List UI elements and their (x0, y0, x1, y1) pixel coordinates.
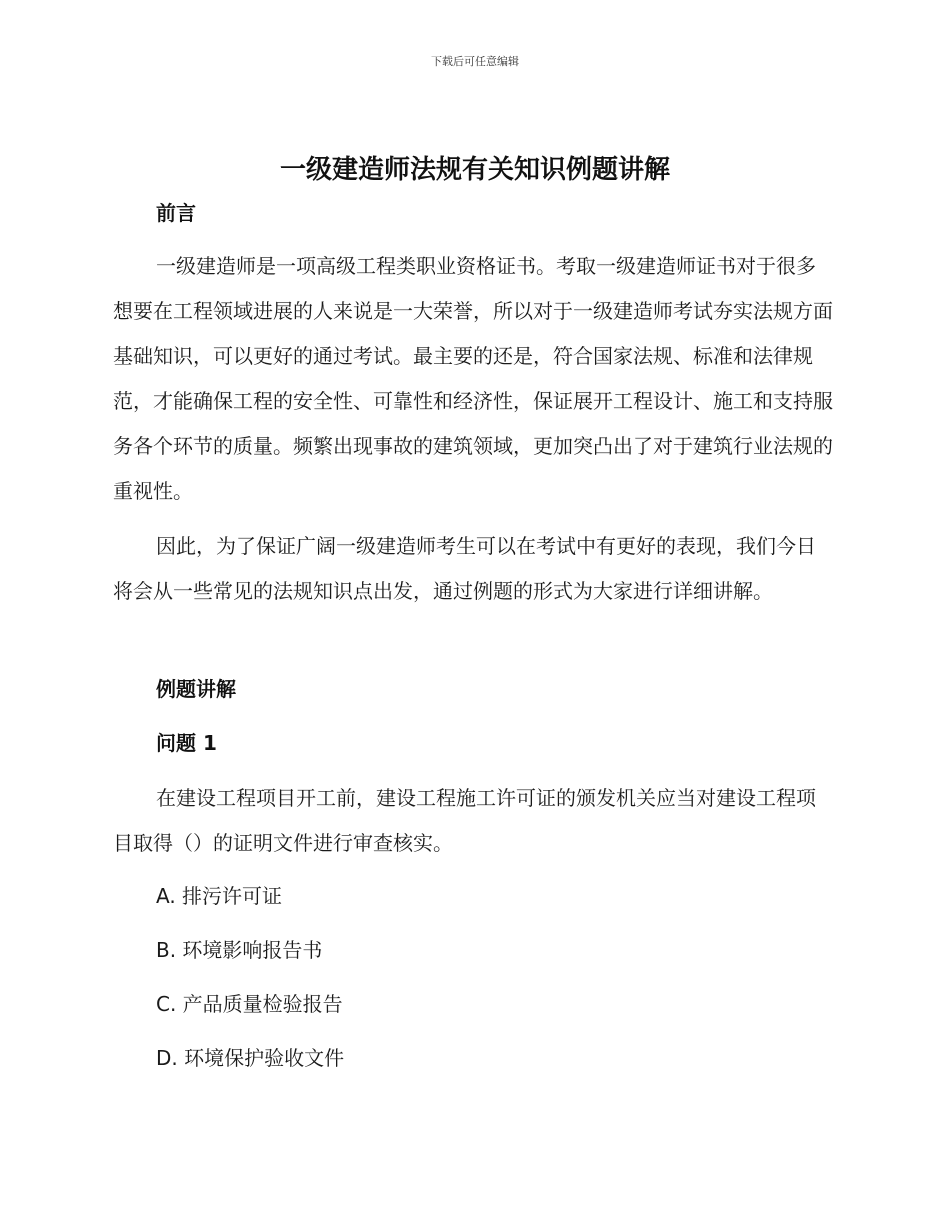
document-title: 一级建造师法规有关知识例题讲解 (279, 155, 670, 185)
option-c: C. 产品质量检验报告 (156, 992, 343, 1016)
examples-heading: 例题讲解 (156, 677, 236, 701)
question-1-heading: 问题 1 (156, 731, 217, 755)
preface-heading: 前言 (156, 201, 196, 225)
preface-paragraph-2: 因此，为了保证广阔一级建造师考生可以在考试中有更好的表现，我们今日将会从一些常见的法规知识点出发，通过例题的形式为大家进行详细讲解。 (113, 534, 816, 603)
page-header-note: 下载后可任意编辑 (431, 55, 519, 68)
option-d: D. 环境保护验收文件 (156, 1046, 345, 1070)
option-a: A. 排污许可证 (156, 884, 283, 908)
preface-paragraph-1: 一级建造师是一项高级工程类职业资格证书。考取一级建造师证书对于很多想要在工程领域进展的人来说是一大荣誉，所以对于一级建造师考试夯实法规方面基础知识，可以更好的通过考试。最主要的还是，符合国家法规、标准和法律规范，才能确保工程的安全性、可靠性和经济性，保证展开工程设计、施工和支持服务各个环节的质量。频繁出现事故的建筑领域，更加突凸出了对于建筑行业法规的重视性。 (113, 254, 833, 503)
question-1-text: 在建设工程项目开工前，建设工程施工许可证的颁发机关应当对建设工程项目取得（）的证明文件进行审查核实。 (113, 786, 816, 855)
option-b: B. 环境影响报告书 (156, 938, 323, 962)
